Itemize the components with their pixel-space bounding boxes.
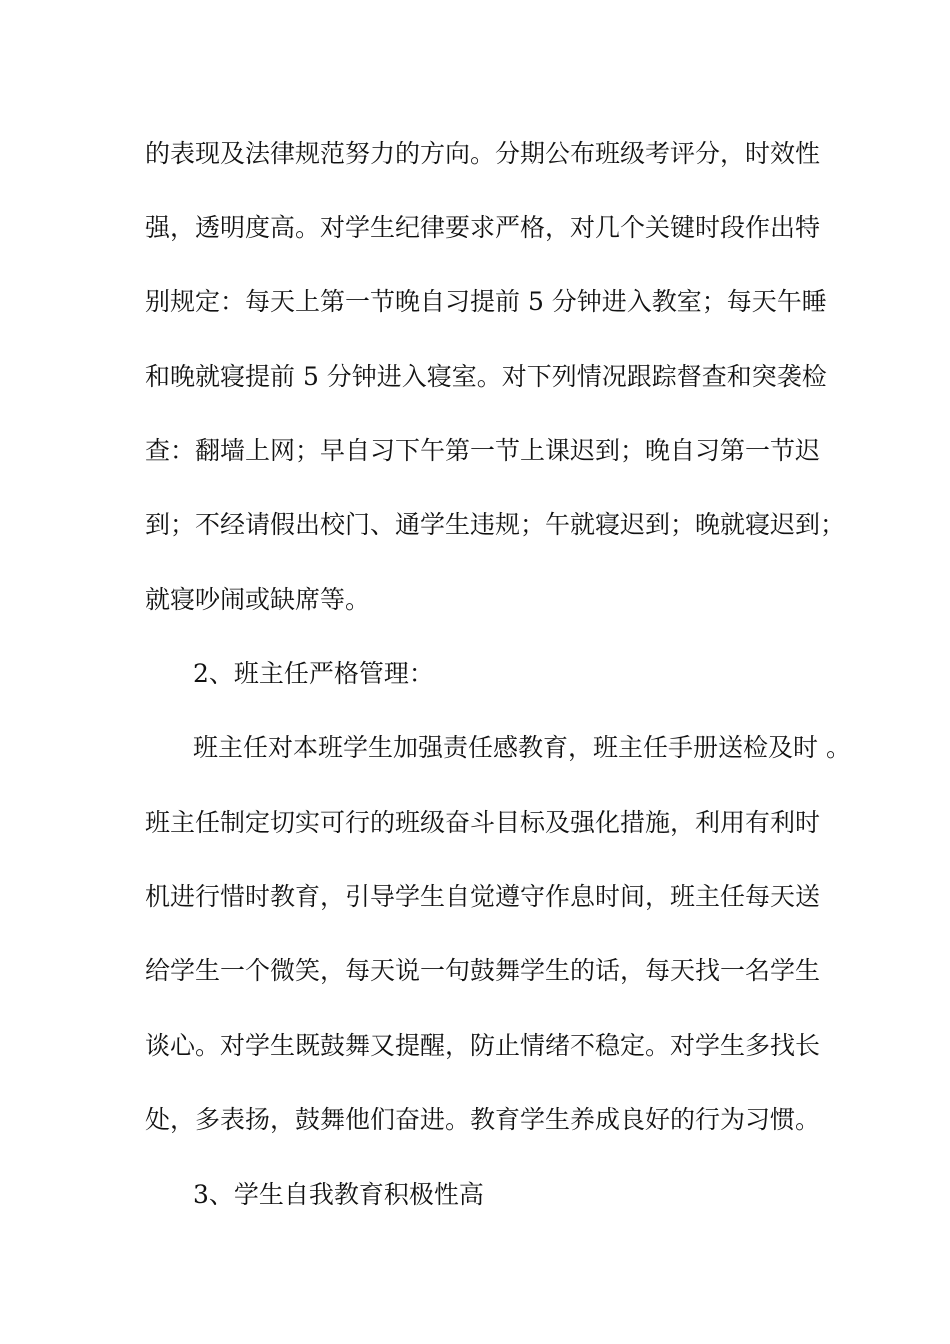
text-line: 别规定：每天上第一节晚自习提前 5 分钟进入教室；每天午睡: [145, 287, 827, 316]
text-line: 强，透明度高。对学生纪律要求严格，对几个关键时段作出特: [145, 213, 821, 242]
text-line: 查：翻墙上网；早自习下午第一节上课迟到；晚自习第一节迟: [145, 436, 821, 465]
text-line: 给学生一个微笑，每天说一句鼓舞学生的话，每天找一名学生: [145, 956, 821, 985]
paragraph-first-line: 班主任对本班学生加强责任感教育，班主任手册送检及时 。: [193, 733, 851, 762]
text-line: 机进行惜时教育，引导学生自觉遵守作息时间，班主任每天送: [145, 882, 821, 911]
text-line: 的表现及法律规范努力的方向。分期公布班级考评分，时效性: [145, 139, 821, 168]
text-line: 和晚就寝提前 5 分钟进入寝室。对下列情况跟踪督查和突袭检: [145, 362, 827, 391]
text-line: 谈心。对学生既鼓舞又提醒，防止情绪不稳定。对学生多找长: [145, 1031, 821, 1060]
section-heading: 3、学生自我教育积极性高: [193, 1180, 484, 1209]
text-line: 到；不经请假出校门、通学生违规；午就寝迟到；晚就寝迟到；: [145, 510, 846, 539]
section-heading: 2、班主任严格管理：: [193, 659, 434, 688]
text-line: 班主任制定切实可行的班级奋斗目标及强化措施，利用有利时: [145, 808, 821, 837]
text-line: 处，多表扬，鼓舞他们奋进。教育学生养成良好的行为习惯。: [145, 1105, 821, 1134]
text-line: 就寝吵闹或缺席等。: [145, 585, 371, 614]
